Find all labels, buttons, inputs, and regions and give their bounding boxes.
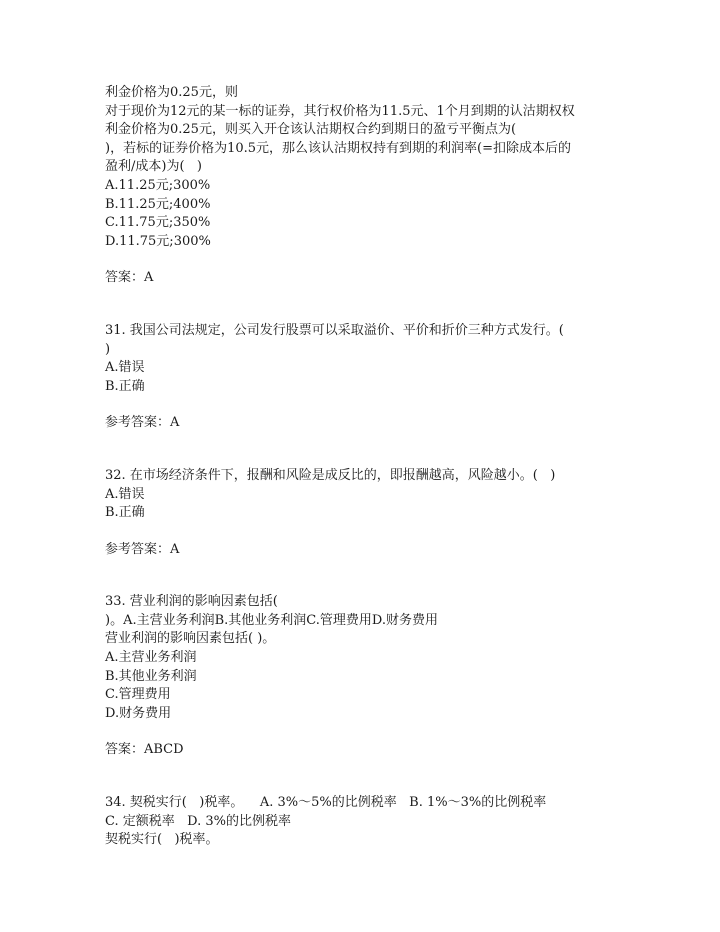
question-text-line: 盈利/成本)为( ): [105, 159, 202, 175]
document-content: [105, 84, 615, 850]
option-b: B.其他业务利润: [105, 668, 197, 684]
option-a: A.错误: [105, 486, 145, 502]
question-34: [105, 794, 615, 850]
question-text-line: 契税实行( )税率。: [105, 832, 219, 848]
question-33: [105, 593, 615, 760]
option-a: A.主营业务利润: [105, 650, 197, 666]
question-31: [105, 322, 615, 433]
question-text-line: 利金价格为0.25元，则买入开仓该认沽期权合约到期日的盈亏平衡点为(: [105, 122, 517, 138]
answer-text: 参考答案：A: [105, 415, 180, 431]
question-text-line: 34. 契税实行( )税率。 A. 3%～5%的比例税率 B. 1%～3%的比例税率: [105, 795, 547, 811]
option-c: C.11.75元;350%: [105, 215, 211, 231]
option-d: D.11.75元;300%: [105, 233, 211, 249]
option-c: C.管理费用: [105, 687, 171, 703]
question-text-line: 营业利润的影响因素包括( )。: [105, 631, 276, 647]
question-text-line: 对于现价为12元的某一标的证券，其行权价格为11.5元、1个月到期的认沽期权权: [105, 103, 575, 119]
question-text-line: )，若标的证券价格为10.5元，那么该认沽期权持有到期的利润率(=扣除成本后的: [105, 140, 571, 156]
question-text-line: 33. 营业利润的影响因素包括(: [105, 594, 278, 610]
question-32: [105, 467, 615, 559]
option-a: A.错误: [105, 360, 145, 376]
option-b: B.正确: [105, 505, 145, 521]
question-text-line: 31. 我国公司法规定，公司发行股票可以采取溢价、平价和折价三种方式发行。(: [105, 322, 564, 338]
question-text-line: 利金价格为0.25元，则: [105, 85, 238, 100]
question-text-line: ): [105, 341, 111, 357]
option-a: A.11.25元;300%: [105, 177, 211, 193]
option-d: D.财务费用: [105, 705, 172, 721]
option-b: B.11.25元;400%: [105, 196, 211, 212]
answer-text: 答案：ABCD: [105, 742, 184, 758]
answer-text: 参考答案：A: [105, 541, 180, 557]
question-text-line: )。A.主营业务利润B.其他业务利润C.管理费用D.财务费用: [105, 612, 438, 628]
question-text-line: 32. 在市场经济条件下，报酬和风险是成反比的，即报酬越高，风险越小。( ): [105, 467, 556, 483]
answer-text: 答案：A: [105, 270, 154, 286]
option-b: B.正确: [105, 378, 145, 394]
question-30: [105, 84, 615, 288]
question-text-line: C. 定额税率 D. 3%的比例税率: [105, 813, 291, 829]
